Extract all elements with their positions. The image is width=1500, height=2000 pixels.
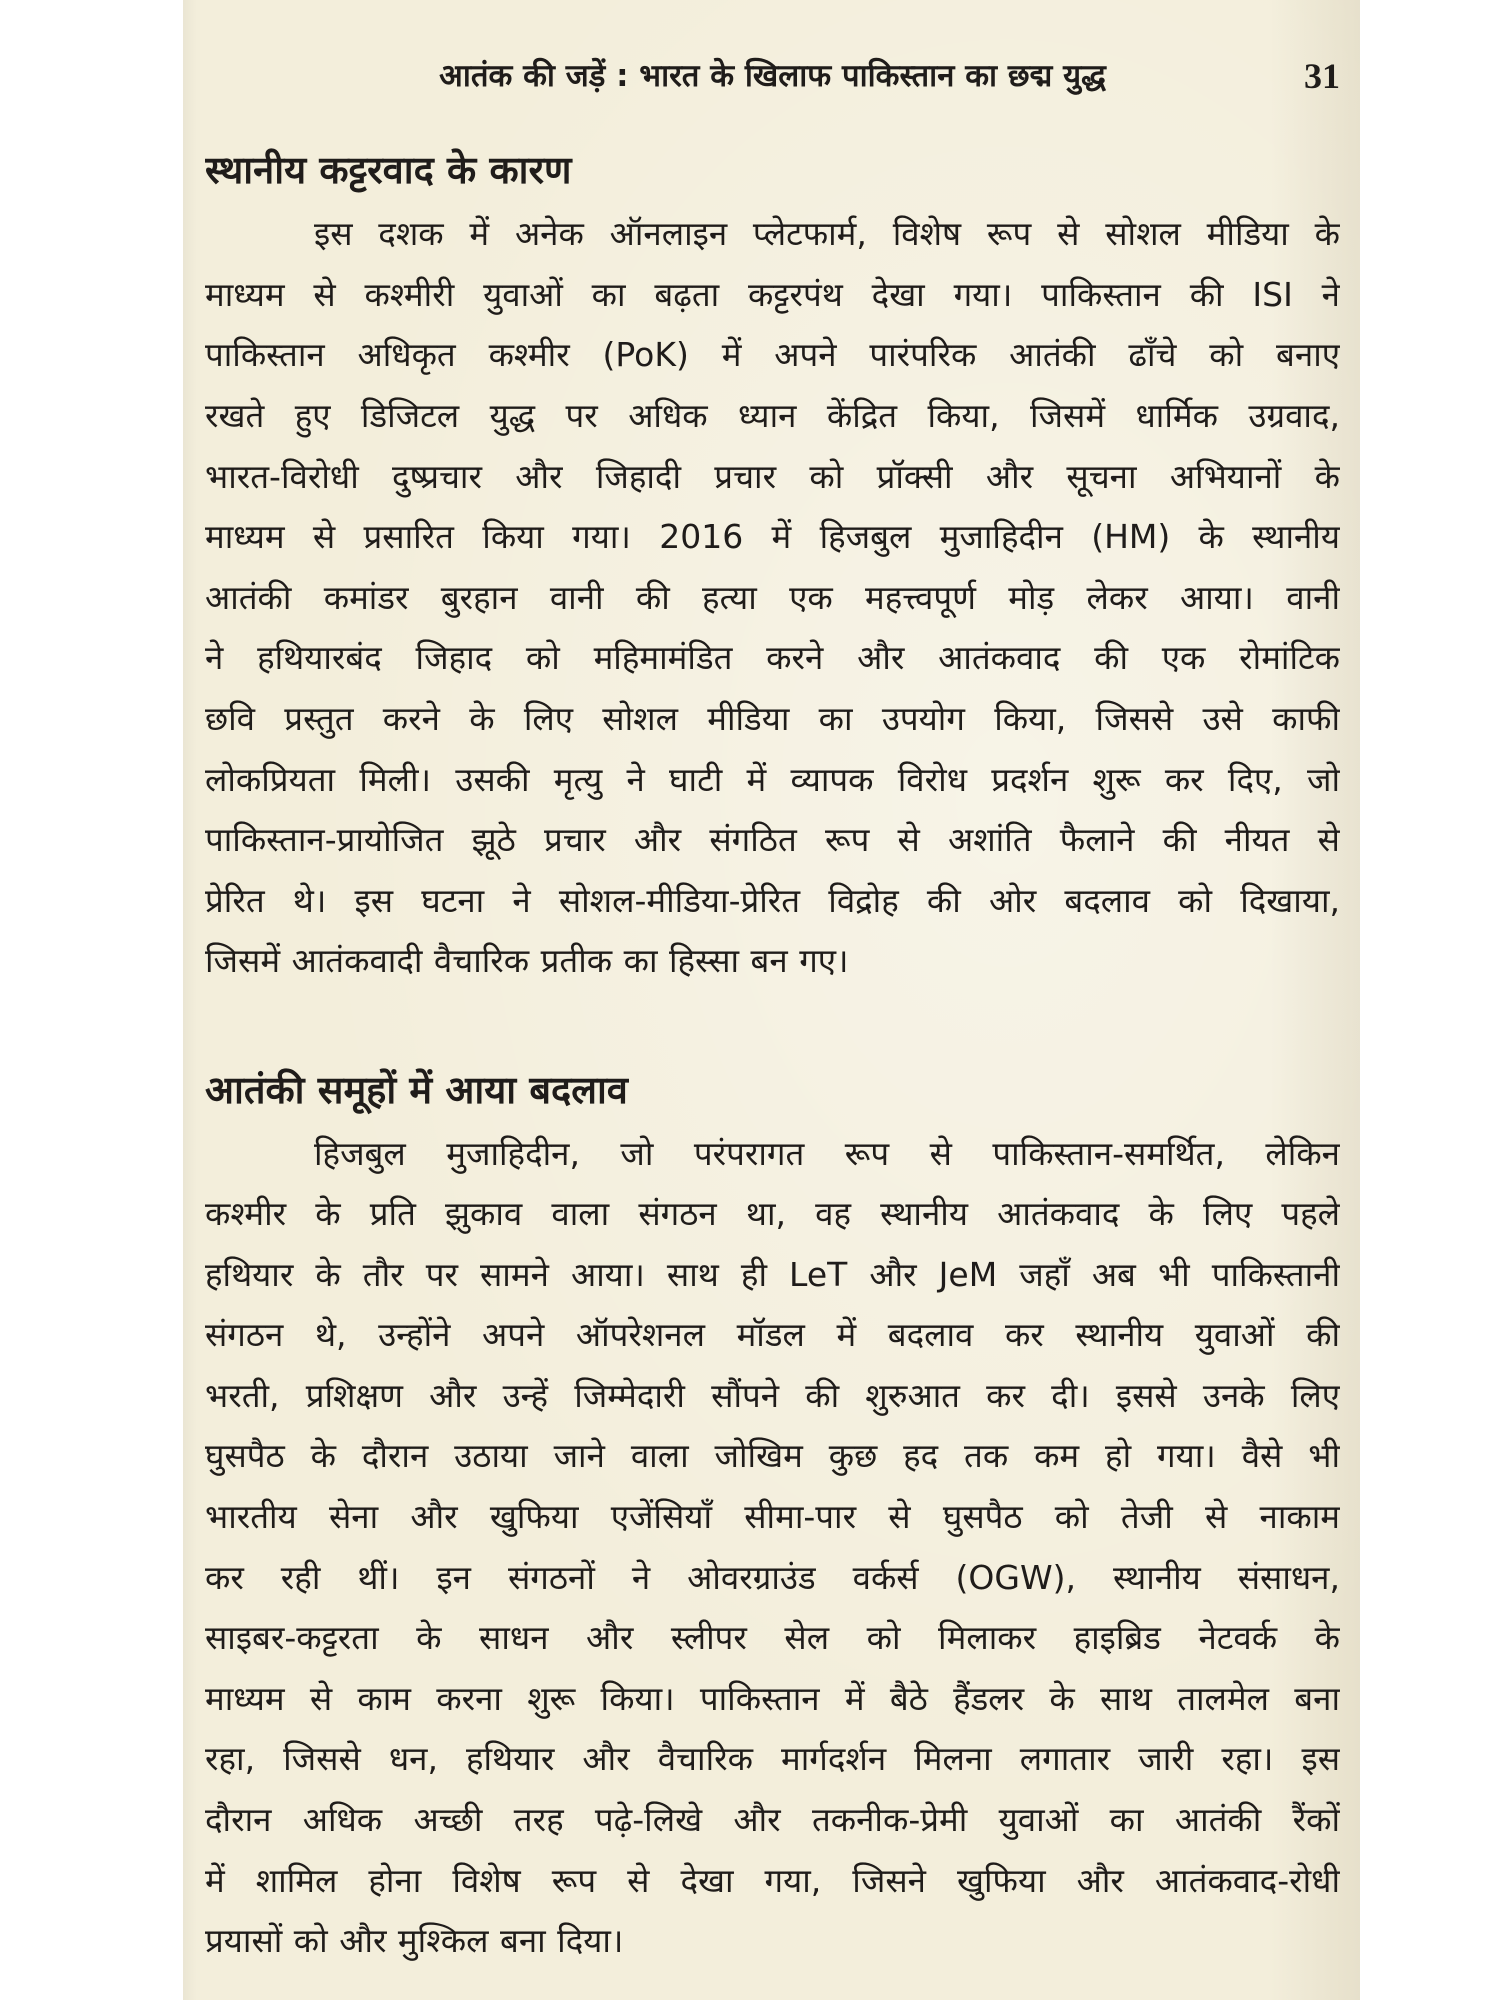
text-line: आतंकी कमांडर बुरहान वानी की हत्या एक महत्त्वपूर्ण मोड़ लेकर आया। वानी [205,577,1340,617]
text-line: कश्मीर के प्रति झुकाव वाला संगठन था, वह स्थानीय आतंकवाद के लिए पहले [205,1194,1340,1234]
text-line: हिजबुल मुजाहिदीन, जो परंपरागत रूप से पाकिस्तान-समर्थित, लेकिन [314,1133,1340,1173]
text-line: छवि प्रस्तुत करने के लिए सोशल मीडिया का उपयोग किया, जिससे उसे काफी [205,699,1340,739]
text-line: ने हथियारबंद जिहाद को महिमामंडित करने और आतंकवाद की एक रोमांटिक [205,638,1340,678]
section-heading-local-radicalization: स्थानीय कट्टरवाद के कारण [205,148,572,192]
text-line: इस दशक में अनेक ऑनलाइन प्लेटफार्म, विशेष रूप से सोशल मीडिया के [314,214,1340,254]
text-line: लोकप्रियता मिली। उसकी मृत्यु ने घाटी में व्यापक विरोध प्रदर्शन शुरू कर दिए, जो [205,759,1340,799]
text-line: घुसपैठ के दौरान उठाया जाने वाला जोखिम कुछ हद तक कम हो गया। वैसे भी [205,1436,1340,1476]
text-line: माध्यम से प्रसारित किया गया। 2016 में हिजबुल मुजाहिदीन (HM) के स्थानीय [205,517,1340,557]
section-heading-terror-groups-change: आतंकी समूहों में आया बदलाव [205,1068,628,1112]
running-header-title: आतंक की जड़ें : भारत के खिलाफ पाकिस्तान का छद्म युद्ध [439,58,1106,94]
text-line: भरती, प्रशिक्षण और उन्हें जिम्मेदारी सौंपने की शुरुआत कर दी। इससे उनके लिए [205,1375,1340,1415]
text-line: संगठन थे, उन्होंने अपने ऑपरेशनल मॉडल में बदलाव कर स्थानीय युवाओं की [205,1315,1340,1355]
text-line: प्रेरित थे। इस घटना ने सोशल-मीडिया-प्रेरित विद्रोह की ओर बदलाव को दिखाया, [205,880,1340,920]
text-line: भारतीय सेना और खुफिया एजेंसियाँ सीमा-पार से घुसपैठ को तेजी से नाकाम [205,1497,1340,1537]
text-line: भारत-विरोधी दुष्प्रचार और जिहादी प्रचार को प्रॉक्सी और सूचना अभियानों के [205,456,1340,496]
text-line: हथियार के तौर पर सामने आया। साथ ही LeT और JeM जहाँ अब भी पाकिस्तानी [205,1254,1340,1294]
text-line: रहा, जिससे धन, हथियार और वैचारिक मार्गदर्शन मिलना लगातार जारी रहा। इस [205,1739,1340,1779]
text-line: साइबर-कट्टरता के साधन और स्लीपर सेल को मिलाकर हाइब्रिड नेटवर्क के [205,1618,1340,1658]
text-line: पाकिस्तान अधिकृत कश्मीर (PoK) में अपने पारंपरिक आतंकी ढाँचे को बनाए [205,335,1340,375]
text-line: दौरान अधिक अच्छी तरह पढ़े-लिखे और तकनीक-प्रेमी युवाओं का आतंकी रैंकों [205,1800,1340,1840]
paragraph-terror-groups-change [205,1124,1340,1972]
text-line: जिसमें आतंकवादी वैचारिक प्रतीक का हिस्सा बन गए। [205,941,849,981]
text-line: कर रही थीं। इन संगठनों ने ओवरग्राउंड वर्कर्स (OGW), स्थानीय संसाधन, [205,1557,1340,1597]
paragraph-local-radicalization [205,204,1340,992]
text-line: माध्यम से कश्मीरी युवाओं का बढ़ता कट्टरपंथ देखा गया। पाकिस्तान की ISI ने [205,274,1340,314]
page-number: 31 [1304,56,1340,96]
text-line: में शामिल होना विशेष रूप से देखा गया, जिसने खुफिया और आतंकवाद-रोधी [205,1860,1340,1900]
text-line: रखते हुए डिजिटल युद्ध पर अधिक ध्यान केंद्रित किया, जिसमें धार्मिक उग्रवाद, [205,396,1340,436]
text-line: माध्यम से काम करना शुरू किया। पाकिस्तान में बैठे हैंडलर के साथ तालमेल बना [205,1678,1340,1718]
text-line: प्रयासों को और मुश्किल बना दिया। [205,1921,624,1961]
text-line: पाकिस्तान-प्रायोजित झूठे प्रचार और संगठित रूप से अशांति फैलाने की नीयत से [205,820,1340,860]
book-page [183,0,1360,2000]
running-header [205,50,1340,102]
